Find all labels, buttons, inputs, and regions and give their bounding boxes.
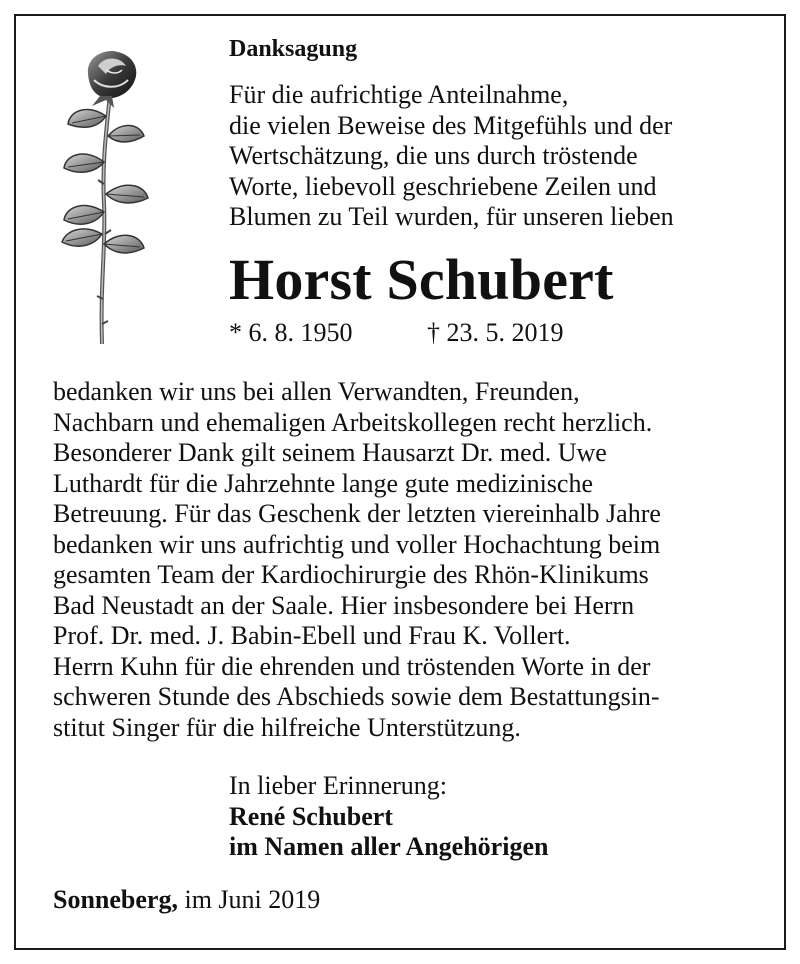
intro-line: Blumen zu Teil wurden, für unseren lieben xyxy=(229,202,674,231)
intro-text xyxy=(229,80,674,233)
rose-icon xyxy=(48,44,158,356)
body-line: Luthardt für die Jahrzehnte lange gute medizinische xyxy=(53,468,594,498)
life-dates xyxy=(229,318,564,348)
closing-block xyxy=(229,771,548,863)
body-line: Herrn Kuhn für die ehrenden und tröstenden Worte in der xyxy=(53,651,651,681)
body-line: bedanken wir uns aufrichtig und voller Hochachtung beim xyxy=(53,529,661,559)
footer-date: im Juni 2019 xyxy=(177,885,321,914)
deceased-name: Horst Schubert xyxy=(229,247,614,312)
body-line: Nachbarn und ehemaligen Arbeitskollegen recht herzlich. xyxy=(53,407,653,437)
body-line: stitut Singer für die hilfreiche Unterstützung. xyxy=(53,712,521,742)
intro-line: Wertschätzung, die uns durch tröstende xyxy=(229,141,638,170)
body-line: Prof. Dr. med. J. Babin-Ebell und Frau K. Vollert. xyxy=(53,621,571,650)
place-name: Sonneberg, xyxy=(53,885,178,914)
body-line: schweren Stunde des Abschieds sowie dem Bestattungsin- xyxy=(53,682,660,711)
intro-line: die vielen Beweise des Mitgefühls und der xyxy=(229,110,673,140)
body-line: Betreuung. Für das Geschenk der letzten viereinhalb Jahre xyxy=(53,499,661,528)
signer-name: René Schubert xyxy=(229,801,393,831)
death-date: † 23. 5. 2019 xyxy=(427,318,564,347)
on-behalf-line: im Namen aller Angehörigen xyxy=(229,832,549,861)
body-line: gesamten Team der Kardiochirurgie des Rhön-Klinikums xyxy=(53,560,649,589)
intro-line: Für die aufrichtige Anteilnahme, xyxy=(229,80,569,109)
closing-phrase: In lieber Erinnerung: xyxy=(229,771,448,800)
body-text xyxy=(53,377,661,743)
body-line: Besonderer Dank gilt seinem Hausarzt Dr. med. Uwe xyxy=(53,438,607,467)
body-line: Bad Neustadt an der Saale. Hier insbesondere bei Herrn xyxy=(53,590,635,620)
intro-line: Worte, liebevoll geschriebene Zeilen und xyxy=(229,171,657,201)
body-line: bedanken wir uns bei allen Verwandten, Freunden, xyxy=(53,377,580,406)
heading: Danksagung xyxy=(229,36,358,62)
birth-date: * 6. 8. 1950 xyxy=(229,318,353,347)
footer-line xyxy=(53,885,320,915)
